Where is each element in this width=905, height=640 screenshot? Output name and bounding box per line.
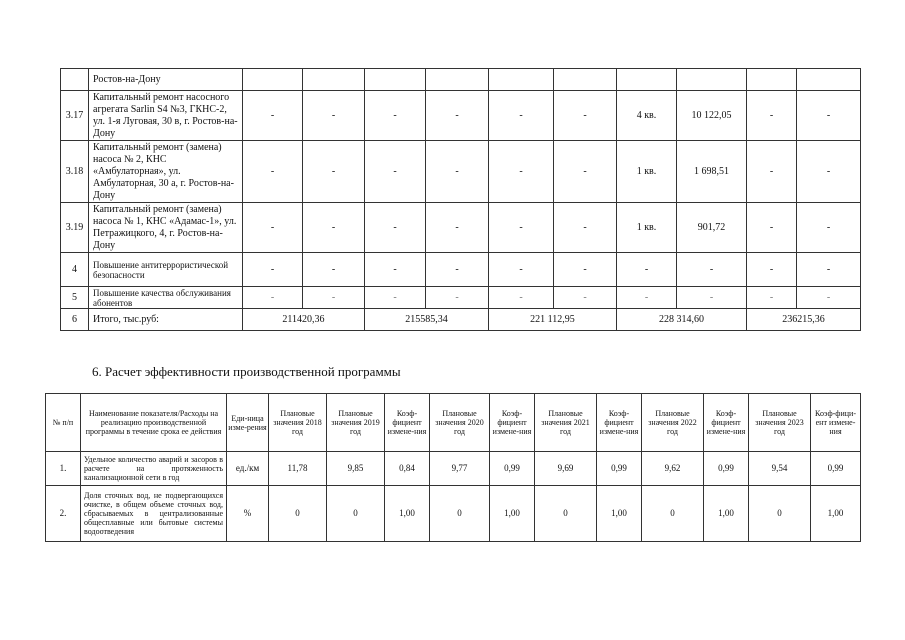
table-cell: - (243, 141, 303, 203)
table-cell: - (554, 253, 617, 287)
table-row (46, 486, 861, 542)
row-number: 5 (61, 287, 89, 309)
table-cell: - (747, 91, 797, 141)
total-value: 211420,36 (243, 309, 365, 331)
table-cell: - (489, 203, 554, 253)
table-row (61, 69, 861, 91)
program-costs-table (60, 68, 861, 331)
row-name: Ростов-на-Дону (89, 69, 243, 91)
table-cell: - (303, 203, 365, 253)
row-unit: % (227, 486, 269, 542)
table-cell: 0 (269, 486, 327, 542)
table-cell (554, 69, 617, 91)
header-cell: Коэф-фициент измене-ния (704, 394, 749, 452)
row-name: Повышение антитеррористической безопасности (89, 253, 243, 287)
table-cell: - (554, 141, 617, 203)
table-cell: - (797, 287, 861, 309)
total-value: 228 314,60 (617, 309, 747, 331)
table-cell: 1,00 (597, 486, 642, 542)
header-cell: Коэф-фициент измене-ния (597, 394, 642, 452)
table-cell: 0 (535, 486, 597, 542)
table-cell (747, 69, 797, 91)
efficiency-table (45, 393, 861, 542)
table-cell: 9,62 (642, 452, 704, 486)
table-cell: - (617, 253, 677, 287)
table-cell: - (677, 287, 747, 309)
table-cell: 11,78 (269, 452, 327, 486)
table-cell: - (426, 287, 489, 309)
table-cell: - (747, 203, 797, 253)
table-cell: - (747, 287, 797, 309)
table-cell: - (554, 91, 617, 141)
header-cell: Плановые значения 2021 год (535, 394, 597, 452)
row-number: 4 (61, 253, 89, 287)
table-row (46, 452, 861, 486)
row-number: 3.18 (61, 141, 89, 203)
header-cell: Коэф-фициент измене-ния (385, 394, 430, 452)
header-number: № п/п (46, 394, 81, 452)
row-unit: ед./км (227, 452, 269, 486)
table-cell: - (797, 141, 861, 203)
table-cell: - (303, 141, 365, 203)
table-cell: 0,99 (704, 452, 749, 486)
table-cell: - (303, 287, 365, 309)
table-cell: 9,69 (535, 452, 597, 486)
table-row (61, 253, 861, 287)
header-name: Наименование показателя/Расходы на реализацию производственной программы в течение срока ее действия (81, 394, 227, 452)
row-number: 3.17 (61, 91, 89, 141)
table-cell: - (243, 203, 303, 253)
table-cell: - (365, 253, 426, 287)
table-cell: 1,00 (704, 486, 749, 542)
table-cell: - (489, 253, 554, 287)
table-cell: 0,99 (490, 452, 535, 486)
table-cell: 0 (642, 486, 704, 542)
table-cell (617, 69, 677, 91)
total-row (61, 309, 861, 331)
header-cell: Плановые значения 2020 год (430, 394, 490, 452)
table-row (61, 203, 861, 253)
table-cell: - (677, 253, 747, 287)
header-cell: Плановые значения 2023 год (749, 394, 811, 452)
table-cell: 0 (749, 486, 811, 542)
row-number: 2. (46, 486, 81, 542)
total-value: 221 112,95 (489, 309, 617, 331)
table-cell: - (489, 141, 554, 203)
table-row (61, 287, 861, 309)
table-cell: - (365, 287, 426, 309)
table-cell: - (426, 141, 489, 203)
row-name: Капитальный ремонт (замена) насоса № 2, КНС «Амбулаторная», ул. Амбулаторная, 30 а, г. Ростов-на-Дону (89, 141, 243, 203)
table-cell: - (489, 91, 554, 141)
header-cell: Плановые значения 2019 год (327, 394, 385, 452)
header-cell: Коэф-фициент измене-ния (490, 394, 535, 452)
table-cell: 1,00 (385, 486, 430, 542)
table-cell: 0,99 (811, 452, 861, 486)
table-cell: 1,00 (811, 486, 861, 542)
table-cell: - (365, 203, 426, 253)
table-cell: - (243, 287, 303, 309)
table-cell: - (303, 91, 365, 141)
table-cell (426, 69, 489, 91)
table-cell (797, 69, 861, 91)
row-number (61, 69, 89, 91)
table-cell: - (797, 203, 861, 253)
row-name: Повышение качества обслуживания абонентов (89, 287, 243, 309)
table-cell (677, 69, 747, 91)
table-cell: - (243, 253, 303, 287)
table-cell: - (617, 287, 677, 309)
header-cell: Плановые значения 2022 год (642, 394, 704, 452)
table-cell: - (747, 253, 797, 287)
row-name: Удельное количество аварий и засоров в расчете на протяженность канализационной сети в год (81, 452, 227, 486)
table-cell (243, 69, 303, 91)
table-cell: 0,99 (597, 452, 642, 486)
table-cell: - (554, 203, 617, 253)
table-cell (303, 69, 365, 91)
row-number: 6 (61, 309, 89, 331)
table-cell: 0 (327, 486, 385, 542)
table-cell: - (797, 91, 861, 141)
table-cell: 10 122,05 (677, 91, 747, 141)
row-number: 3.19 (61, 203, 89, 253)
table-cell: - (426, 203, 489, 253)
table-cell: - (426, 253, 489, 287)
section-title: 6. Расчет эффективности производственной программы (92, 364, 401, 379)
table-cell: - (554, 287, 617, 309)
table-cell (365, 69, 426, 91)
header-cell: Плановые значения 2018 год (269, 394, 327, 452)
table-cell: 9,77 (430, 452, 490, 486)
table-cell: 0,84 (385, 452, 430, 486)
header-row (46, 394, 861, 452)
table-cell: 9,54 (749, 452, 811, 486)
table-cell: - (365, 141, 426, 203)
table-cell: 1 кв. (617, 141, 677, 203)
table-cell: 1 кв. (617, 203, 677, 253)
header-unit: Еди-ница изме-рения (227, 394, 269, 452)
table-row (61, 91, 861, 141)
total-value: 215585,34 (365, 309, 489, 331)
row-name: Капитальный ремонт (замена) насоса № 1, КНС «Адамас-1», ул. Петражицкого, 4, г. Ростов-на-Дону (89, 203, 243, 253)
row-number: 1. (46, 452, 81, 486)
row-name: Капитальный ремонт насосного агрегата Sarlin S4 №3, ГКНС-2, ул. 1-я Луговая, 30 в, г. Ростов-на-Дону (89, 91, 243, 141)
table-cell: 4 кв. (617, 91, 677, 141)
table-cell: 1 698,51 (677, 141, 747, 203)
table-cell (489, 69, 554, 91)
row-name: Доля сточных вод, не подвергающихся очистке, в общем объеме сточных вод, сбрасываемых в централизованные общесплавные или бытовые системы водоотведения (81, 486, 227, 542)
table-cell: 1,00 (490, 486, 535, 542)
table-cell: - (243, 91, 303, 141)
table-cell: - (797, 253, 861, 287)
table-cell: - (426, 91, 489, 141)
table-cell: 901,72 (677, 203, 747, 253)
total-value: 236215,36 (747, 309, 861, 331)
table-cell: 9,85 (327, 452, 385, 486)
table-cell: 0 (430, 486, 490, 542)
table-cell: - (365, 91, 426, 141)
table-cell: - (303, 253, 365, 287)
table-row (61, 141, 861, 203)
table-cell: - (489, 287, 554, 309)
total-label: Итого, тыс.руб: (89, 309, 243, 331)
header-cell: Коэф-фици-ент измене-ния (811, 394, 861, 452)
table-cell: - (747, 141, 797, 203)
